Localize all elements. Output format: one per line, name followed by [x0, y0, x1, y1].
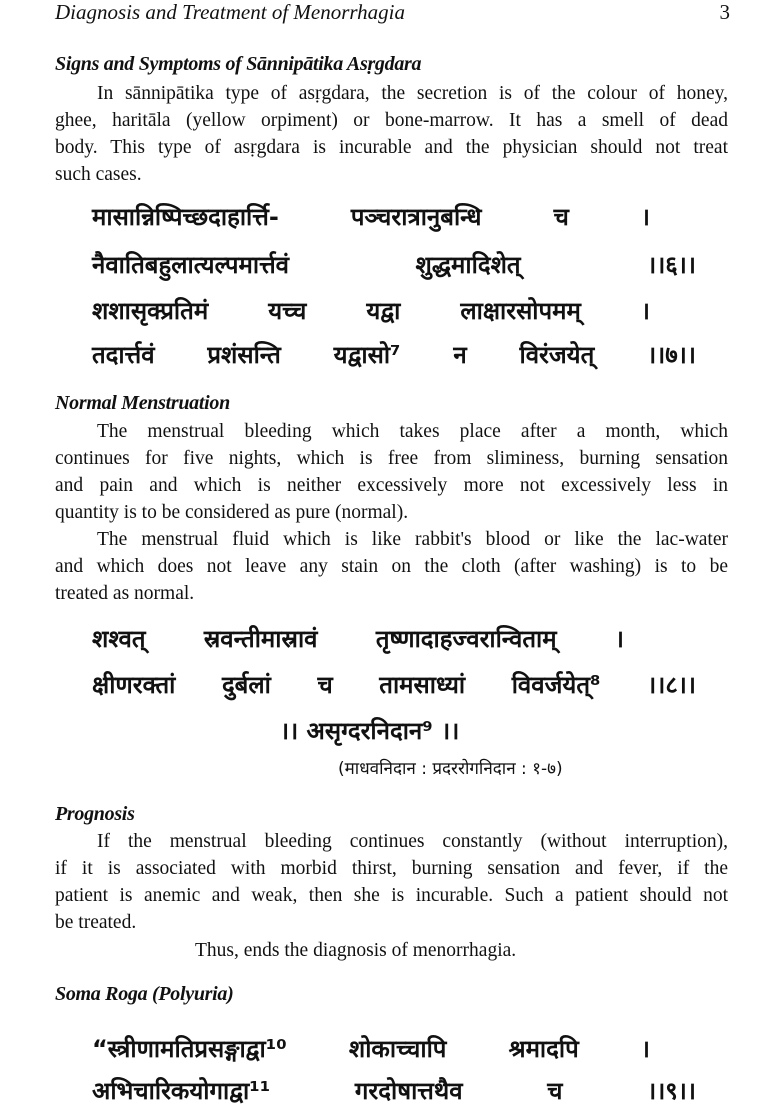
text-line: The menstrual fluid which is like rabbit's blood or like the lac-water: [97, 529, 728, 550]
verse-word: क्षीणरक्तां: [92, 671, 176, 699]
running-header: Diagnosis and Treatment of Menorrhagia: [55, 0, 406, 24]
section-heading-prognosis: Prognosis: [55, 803, 135, 825]
verse-line: [92, 1032, 696, 1065]
source-reference: (माधवनिदान : प्रदररोगनिदान : १-७): [338, 759, 563, 779]
verse-word: पञ्चरात्रानुबन्धि: [350, 203, 482, 231]
verse-word: विरंजयेत्: [519, 341, 595, 369]
verse-word: “स्त्रीणामतिप्रसङ्गाद्वा¹⁰: [92, 1035, 287, 1063]
verse-word: प्रशंसन्ति: [207, 341, 281, 369]
verse-word: अभिचारिकयोगाद्वा¹¹: [92, 1077, 271, 1105]
verse-word: शशासृक्प्रतिमं: [92, 297, 209, 325]
verse-danda: ।: [614, 625, 624, 653]
verse-word: च: [317, 671, 333, 699]
paragraph: [55, 80, 728, 188]
section-heading-normal-menstruation: Normal Menstruation: [55, 392, 230, 414]
verse-word: शश्वत्: [92, 625, 146, 653]
verse-line: [92, 1074, 696, 1107]
verse-word: विवर्जयेत्⁸: [511, 671, 601, 699]
text-line: The menstrual bleeding which takes place after a month, which: [97, 421, 728, 442]
verse-word: यच्च: [268, 297, 307, 325]
text-line: body. This type of asṛgdara is incurable and the physician should not treat: [55, 137, 728, 158]
text-line: and pain and which is neither excessively more not excessively less in: [55, 475, 728, 496]
verse-word: तृष्णादाहज्वरान्विताम्: [375, 625, 557, 653]
colophon: ।। असृग्दरनिदान⁹ ।।: [280, 717, 460, 745]
verse-word: च: [547, 1077, 563, 1105]
verse-danda: ।: [640, 1035, 650, 1063]
verse-number: ।।८।।: [647, 671, 696, 699]
text-line: treated as normal.: [55, 583, 195, 604]
text-line: quantity is to be considered as pure (normal).: [55, 502, 409, 523]
text-line: If the menstrual bleeding continues constantly (without interruption),: [97, 831, 728, 852]
text-line: be treated.: [55, 912, 137, 933]
verse-number: ।।७।।: [647, 341, 696, 369]
verse-word: शोकाच्चापि: [348, 1035, 447, 1063]
verse-word: लाक्षारसोपमम्: [460, 297, 581, 325]
verse-danda: ।: [640, 203, 650, 231]
section-heading-soma-roga: Soma Roga (Polyuria): [55, 983, 234, 1005]
verse-word: तामसाध्यां: [379, 671, 466, 699]
paragraph: [55, 418, 728, 607]
verse-line: [92, 338, 696, 371]
verse-line: [92, 294, 696, 327]
verse-word: स्रवन्तीमास्रावं: [203, 625, 318, 653]
text-line: In sānnipātika type of asṛgdara, the secretion is of the colour of honey,: [97, 83, 728, 104]
verse-number: ।।९।।: [647, 1077, 696, 1105]
section-heading-sannipatika: Signs and Symptoms of Sānnipātika Asṛgdara: [55, 53, 422, 75]
verse-word: यद्वासो⁷: [333, 341, 401, 369]
verse-word: नैवातिबहुलात्यल्पमार्त्तवं: [92, 251, 290, 279]
page-number: 3: [719, 0, 730, 24]
verse-line: [92, 200, 696, 233]
verse-line: [92, 668, 696, 701]
verse-word: गरदोषात्तथैव: [354, 1077, 463, 1105]
verse-word: तदार्त्तवं: [92, 341, 155, 369]
verse-line: [92, 622, 696, 655]
verse-word: न: [453, 341, 467, 369]
verse-line: [92, 248, 696, 281]
verse-number: ।।६।।: [647, 251, 696, 279]
text-line: and which does not leave any stain on the cloth (after washing) is to be: [55, 556, 728, 577]
text-line: ghee, haritāla (yellow orpiment) or bone-marrow. It has a smell of dead: [55, 110, 728, 131]
verse-word: च: [553, 203, 569, 231]
verse-word: दुर्बलां: [221, 671, 271, 699]
text-line: such cases.: [55, 164, 142, 185]
text-line: continues for five nights, which is free from sliminess, burning sensation: [55, 448, 728, 469]
verse-word: शुद्धमादिशेत्: [415, 251, 521, 279]
closing-line: Thus, ends the diagnosis of menorrhagia.: [195, 940, 517, 961]
text-line: patient is anemic and weak, then she is incurable. Such a patient should not: [55, 885, 728, 906]
verse-word: यद्वा: [366, 297, 401, 325]
verse-danda: ।: [640, 297, 650, 325]
text-line: if it is associated with morbid thirst, burning sensation and fever, if the: [55, 858, 728, 879]
verse-word: मासान्निष्पिच्छदाहार्त्ति-: [92, 203, 279, 231]
paragraph: [55, 828, 728, 936]
verse-word: श्रमादपि: [508, 1035, 579, 1063]
